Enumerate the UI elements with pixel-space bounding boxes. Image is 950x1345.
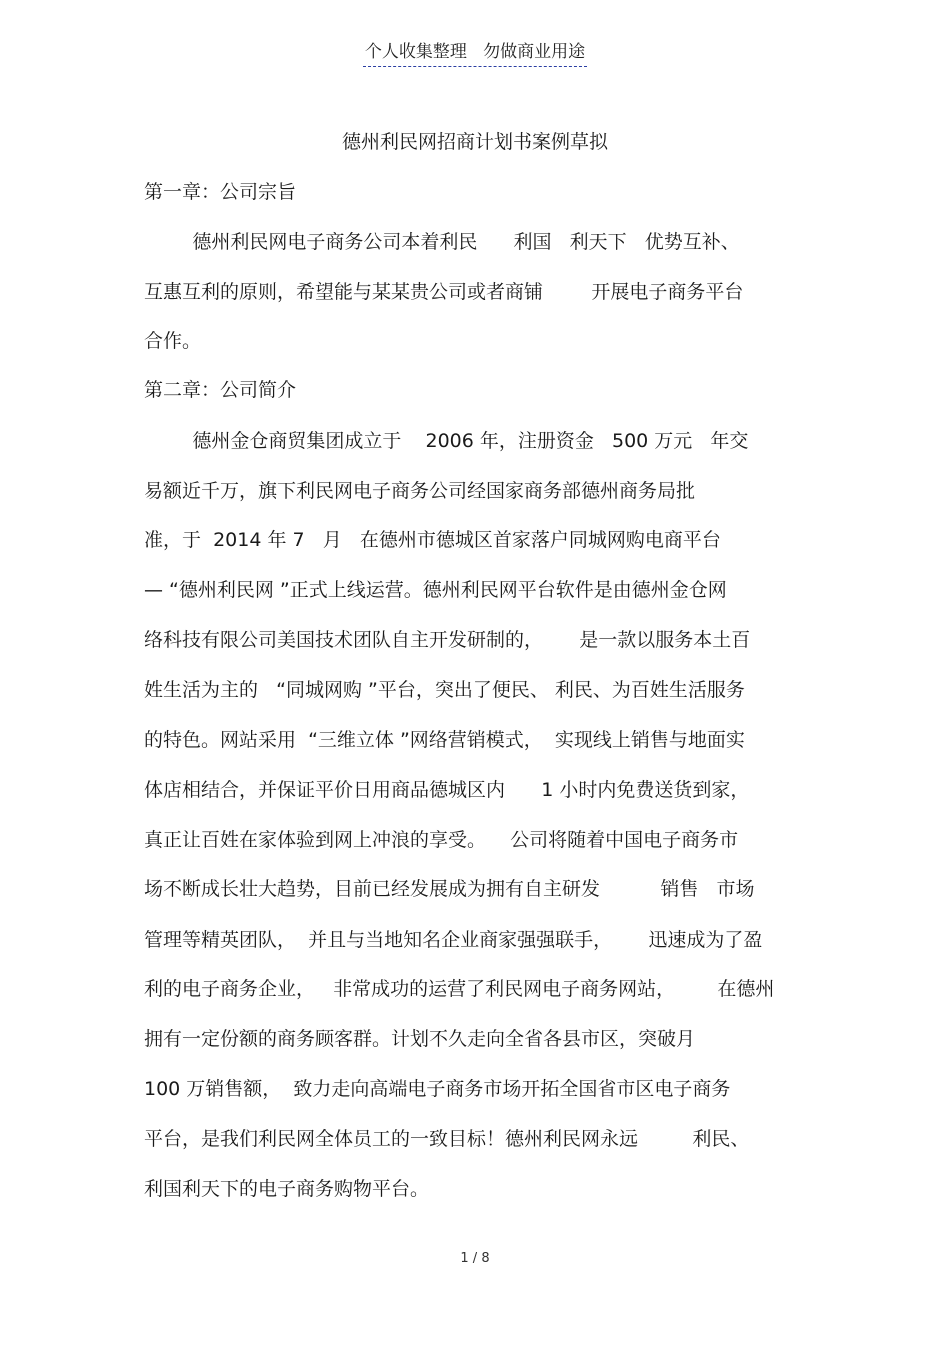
document-title: 德州利民网招商计划书案例草拟: [341, 131, 608, 153]
paragraph-line: 100 万销售额， 致力走向高端电子商务市场开拓全国省市区电子商务: [144, 1078, 731, 1100]
paragraph-line: 利国利天下的电子商务购物平台。: [144, 1178, 430, 1200]
header-watermark-text: 个人收集整理 勿做商业用途: [363, 40, 587, 67]
chapter-2-heading: 第二章：公司简介: [144, 379, 297, 401]
paragraph-line: 的特色。网站采用 “三维立体 ”网络营销模式， 实现线上销售与地面实: [144, 729, 745, 751]
page-header: [0, 40, 950, 67]
paragraph-line: 体店相结合，并保证平价日用商品德城区内 1 小时内免费送货到家，: [144, 779, 750, 801]
paragraph-line: 平台，是我们利民网全体员工的一致目标！德州利民网永远 利民、: [144, 1128, 750, 1150]
paragraph-line: 真正让百姓在家体验到网上冲浪的享受。 公司将随着中国电子商务市: [144, 829, 739, 851]
paragraph-line: 络科技有限公司美国技术团队自主开发研制的， 是一款以服务本土百: [144, 629, 751, 651]
page-number: 1 / 8: [460, 1251, 490, 1266]
paragraph-line: 场不断成长壮大趋势，目前已经发展成为拥有自主研发 销售 市场: [144, 878, 755, 900]
paragraph-line: 易额近千万，旗下利民网电子商务公司经国家商务部德州商务局批: [144, 480, 696, 502]
chapter-1-heading: 第一章：公司宗旨: [144, 181, 297, 203]
paragraph-line: 德州金仓商贸集团成立于 2006 年，注册资金 500 万元 年交: [144, 430, 749, 452]
paragraph-line: 准，于 2014 年 7 月 在德州市德城区首家落户同城网购电商平台: [144, 529, 721, 551]
paragraph-line: — “德州利民网 ”正式上线运营。德州利民网平台软件是由德州金仓网: [144, 579, 727, 601]
paragraph-line: 德州利民网电子商务公司本着利民 利国 利天下 优势互补、: [144, 231, 740, 253]
paragraph-line: 互惠互利的原则，希望能与某某贵公司或者商铺 开展电子商务平台: [144, 281, 744, 303]
paragraph-line: 管理等精英团队， 并且与当地知名企业商家强强联手， 迅速成为了盈: [144, 929, 763, 951]
paragraph-line: 姓生活为主的 “同城网购 ”平台，突出了便民、 利民、为百姓生活服务: [144, 679, 745, 701]
paragraph-line: 拥有一定份额的商务顾客群。计划不久走向全省各县市区，突破月: [144, 1028, 696, 1050]
paragraph-line: 利的电子商务企业， 非常成功的运营了利民网电子商务网站， 在德州: [144, 978, 775, 1000]
paragraph-line: 合作。: [144, 330, 202, 352]
